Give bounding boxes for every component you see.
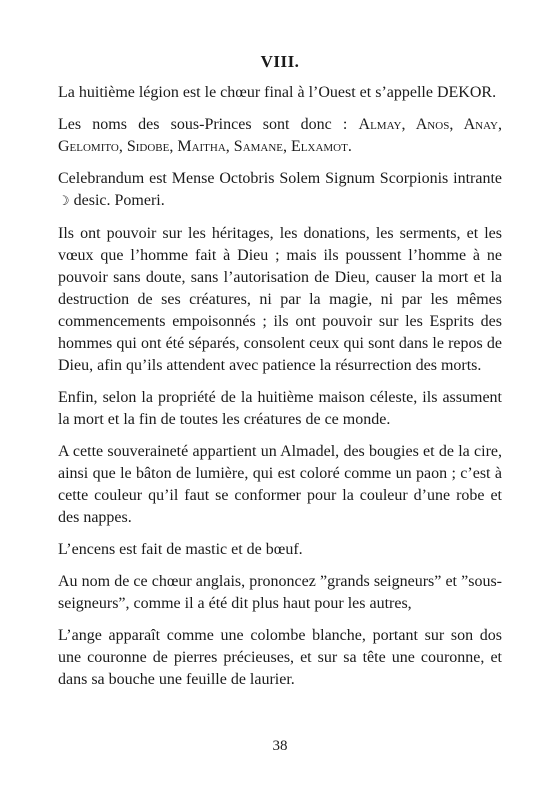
paragraph-4: Ils ont pouvoir sur les héritages, les donations, les serments, et les vœux que l’homme fait à Dieu ; mais ils poussent l’homme à ne pouvoir sans doute, sans l’autorisation de Dieu, causer la mort et la destruction de ses créatures, ni par la magie, ni par les mêmes commencements empoisonnés ; ils ont pouvoir sur les Esprits des hommes qui ont été séparés, consolent ceux qui sont dans le repos de Dieu, afin qu’ils attendent avec patience la résurrection des morts.: [58, 225, 502, 374]
page-body: [58, 52, 502, 701]
paragraph-5: Enfin, selon la propriété de la huitième maison céleste, ils assument la mort et la fin de toutes les créatures de ce monde.: [58, 389, 502, 428]
page-number: 38: [272, 738, 288, 754]
paragraph-9: L’ange apparaît comme une colombe blanche, portant sur son dos une couronne de pierres précieuses, et sur sa tête une couronne, et dans sa bouche une feuille de laurier.: [58, 627, 502, 688]
paragraph-8: Au nom de ce chœur anglais, prononcez ”grands seigneurs” et ”sous-seigneurs”, comme il a été dit plus haut pour les autres,: [58, 573, 502, 612]
paragraph-1: La huitième légion est le chœur final à l’Ouest et s’appelle DEKOR.: [58, 84, 497, 101]
paragraph-2: [58, 114, 502, 158]
paragraph-3-latin: Celebrandum est Mense Octobris Solem Signum Scorpionis intrante: [58, 170, 502, 187]
paragraph-2-lead: Les noms des sous-Princes sont donc :: [58, 116, 359, 133]
sub-princes-names: Almay, Anos, Anay, Gelomito, Sidobe, Maitha, Samane, Elxamot.: [58, 116, 502, 155]
paragraph-3: [58, 168, 502, 213]
moon-symbol: ☽: [58, 194, 70, 209]
chapter-heading: VIII.: [260, 52, 300, 71]
paragraph-3-latin-end: desic. Pomeri.: [69, 192, 165, 209]
paragraph-7: L’encens est fait de mastic et de bœuf.: [58, 541, 303, 558]
paragraph-6: A cette souveraineté appartient un Almadel, des bougies et de la cire, ainsi que le bâton de lumière, qui est coloré comme un paon ; c’est à cette couleur qu’il faut se conformer pour la couleur d’une robe et des nappes.: [58, 443, 502, 526]
